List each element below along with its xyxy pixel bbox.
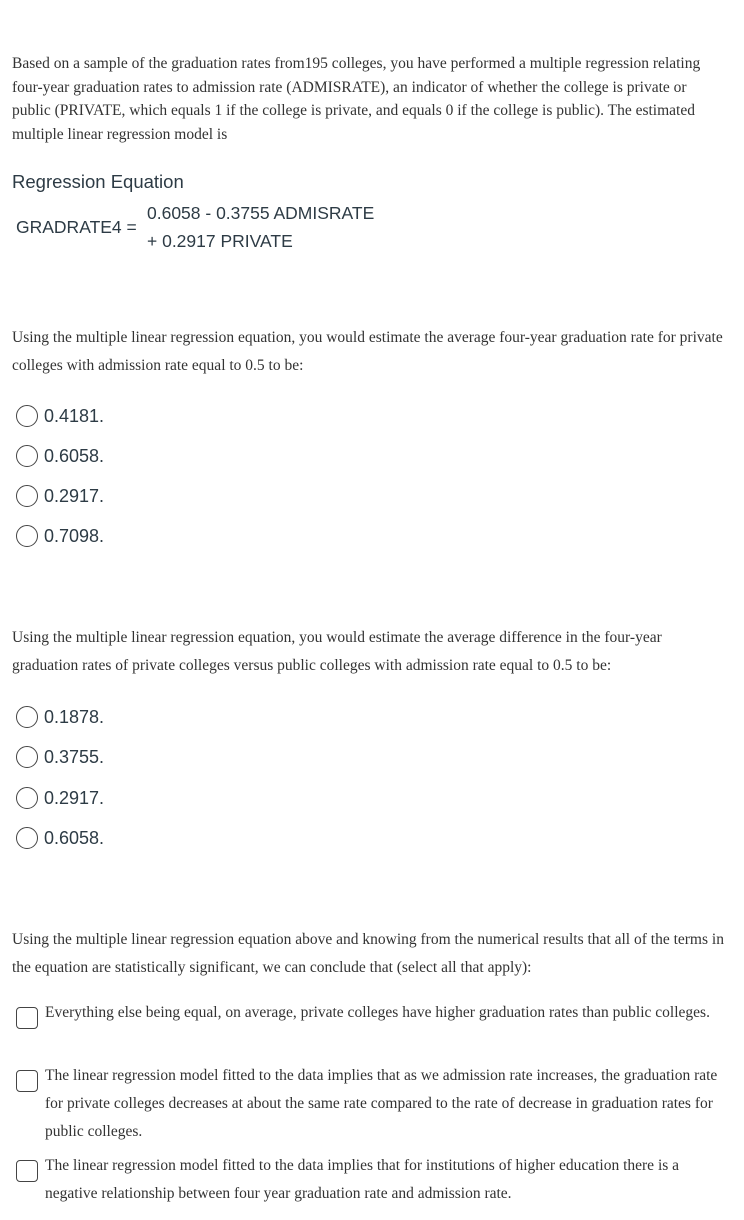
q3-option-2[interactable] [16,1062,728,1146]
q1-option-1-label: 0.4181. [44,405,105,426]
q2-option-1[interactable] [16,704,104,730]
q3-option-3-label: The linear regression model fitted to the data implies that for institutions of higher education there is a negative relationship between four year graduation rate and admission rate. [45,1157,680,1202]
radio-button[interactable] [16,445,38,467]
q2-option-2-label: 0.3755. [44,746,105,767]
q2-option-3-label: 0.2917. [44,787,105,808]
q2-option-4-label: 0.6058. [44,827,105,848]
q1-option-4-label: 0.7098. [44,525,105,546]
regression-equation-title: Regression Equation [12,171,184,192]
q1-option-2[interactable] [16,443,104,469]
checkbox[interactable] [16,1007,38,1029]
radio-button[interactable] [16,827,38,849]
q1-option-3[interactable] [16,483,104,509]
radio-button[interactable] [16,706,38,728]
q3-option-1-label: Everything else being equal, on average, private colleges have higher graduation rates than public colleges. [45,1004,710,1021]
q2-option-4[interactable] [16,825,104,851]
question-3-text: Using the multiple linear regression equation above and knowing from the numerical results that all of the terms in the equation are statistically significant, we can conclude that (select all that apply): [12,931,724,976]
question-2-text: Using the multiple linear regression equation, you would estimate the average difference in the four-year graduation rates of private colleges versus public colleges with admission rate equal to 0.5 to be: [12,629,662,674]
radio-button[interactable] [16,405,38,427]
equation-lhs: GRADRATE4 = [16,217,137,237]
q3-option-3[interactable] [16,1152,728,1208]
q1-option-2-label: 0.6058. [44,445,105,466]
checkbox[interactable] [16,1160,38,1182]
q2-option-2[interactable] [16,744,104,770]
q1-option-4[interactable] [16,523,104,549]
equation-rhs-line1: 0.6058 - 0.3755 ADMISRATE [147,203,375,223]
q3-option-2-label: The linear regression model fitted to the data implies that as we admission rate increases, the graduation rate for private colleges decreases at about the same rate compared to the rate of decrease in graduation rates for public colleges. [45,1067,718,1140]
q1-option-1[interactable] [16,403,104,429]
radio-button[interactable] [16,525,38,547]
checkbox[interactable] [16,1070,38,1092]
radio-button[interactable] [16,485,38,507]
question-1-text: Using the multiple linear regression equation, you would estimate the average four-year graduation rate for private colleges with admission rate equal to 0.5 to be: [12,329,723,374]
q2-option-3[interactable] [16,785,104,811]
q3-option-1[interactable] [16,999,728,1027]
q2-option-1-label: 0.1878. [44,706,105,727]
q1-option-3-label: 0.2917. [44,485,105,506]
radio-button[interactable] [16,787,38,809]
equation-rhs-line2: + 0.2917 PRIVATE [147,231,293,251]
radio-button[interactable] [16,746,38,768]
intro-paragraph: Based on a sample of the graduation rates from195 colleges, you have performed a multiple regression relating four-year graduation rates to admission rate (ADMISRATE), an indicator of whether the college is private or public (PRIVATE, which equals 1 if the college is private, and equals 0 if the college is public). The estimated multiple linear regression model is [12,55,701,143]
